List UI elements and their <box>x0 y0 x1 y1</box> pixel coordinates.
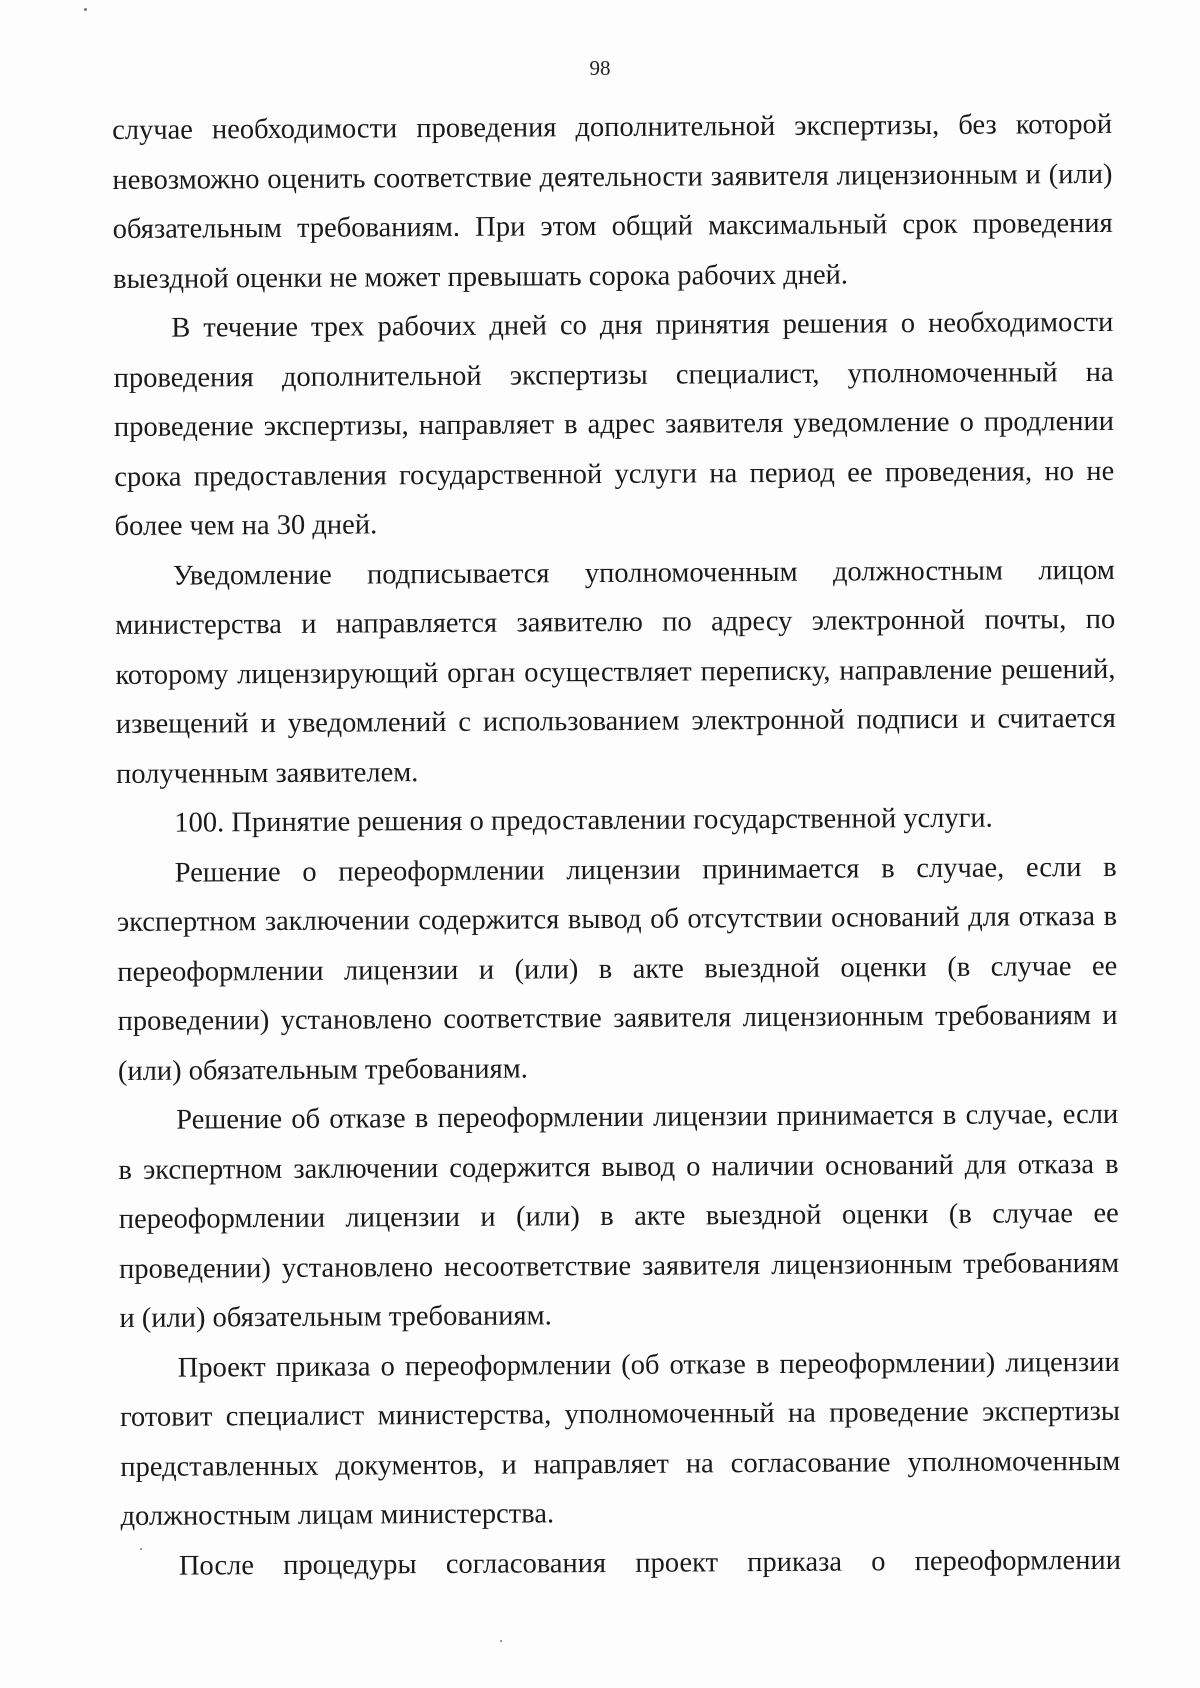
page-number: 98 <box>589 56 611 80</box>
paragraph-notification-signing: Уведомление подписывается уполномоченным должностным лицом министерства и направляется заявителю по адресу электронной почты, по которому лицензирующий орган осуществляет переписку, направление решений, извещений и уведомлений с использованием электронной подписи и считается полученным заявителем. <box>115 554 1116 790</box>
paragraph-decision-reissue: Решение о переоформлении лицензии принимается в случае, если в экспертном заключении содержится вывод об отсутствии оснований для отказа в переоформлении лицензии и (или) в акте выездной оценки (в случае ее проведении) установлено соответствие заявителя лицензионным требованиям и (или) обязательным требованиям. <box>116 851 1118 1087</box>
scan-speck <box>84 8 87 11</box>
paragraph-continuation: случае необходимости проведения дополнительной экспертизы, без которой невозможно оценить соответствие деятельности заявителя лицензионным и (или) обязательным требованиям. При этом общий максимальный срок проведения выездной оценки не может превышать сорока рабочих дней. <box>112 108 1113 295</box>
paragraph-notification-term: В течение трех рабочих дней со дня принятия решения о необходимости проведения дополнительной экспертизы специалист, уполномоченный на проведение экспертизы, направляет в адрес заявителя уведомление о продлении срока предоставления государственной услуги на период ее проведения, но не более чем на 30 дней. <box>113 306 1115 542</box>
paragraph-decision-refusal: Решение об отказе в переоформлении лицензии принимается в случае, если в экспертном заключении содержится вывод о наличии оснований для отказа в переоформлении лицензии и (или) в акте выездной оценки (в случае ее проведении) установлено несоответствие заявителя лицензионным требованиям и (или) обязательным требованиям. <box>118 1098 1120 1334</box>
scan-speck <box>140 1548 142 1550</box>
scan-speck <box>500 1640 502 1642</box>
document-body <box>112 100 1121 1591</box>
paragraph-after-approval: После процедуры согласования проект приказа о переоформлении <box>178 1544 1121 1582</box>
paragraph-order-draft: Проект приказа о переоформлении (об отказе в переоформлении) лицензии готовит специалист министерства, уполномоченный на проведение экспертизы представленных документов, и направляет на согласование уполномоченным должностным лицам министерства. <box>119 1346 1121 1532</box>
paragraph-section-100: 100. Принятие решения о предоставлении государственной услуги. <box>174 802 993 839</box>
